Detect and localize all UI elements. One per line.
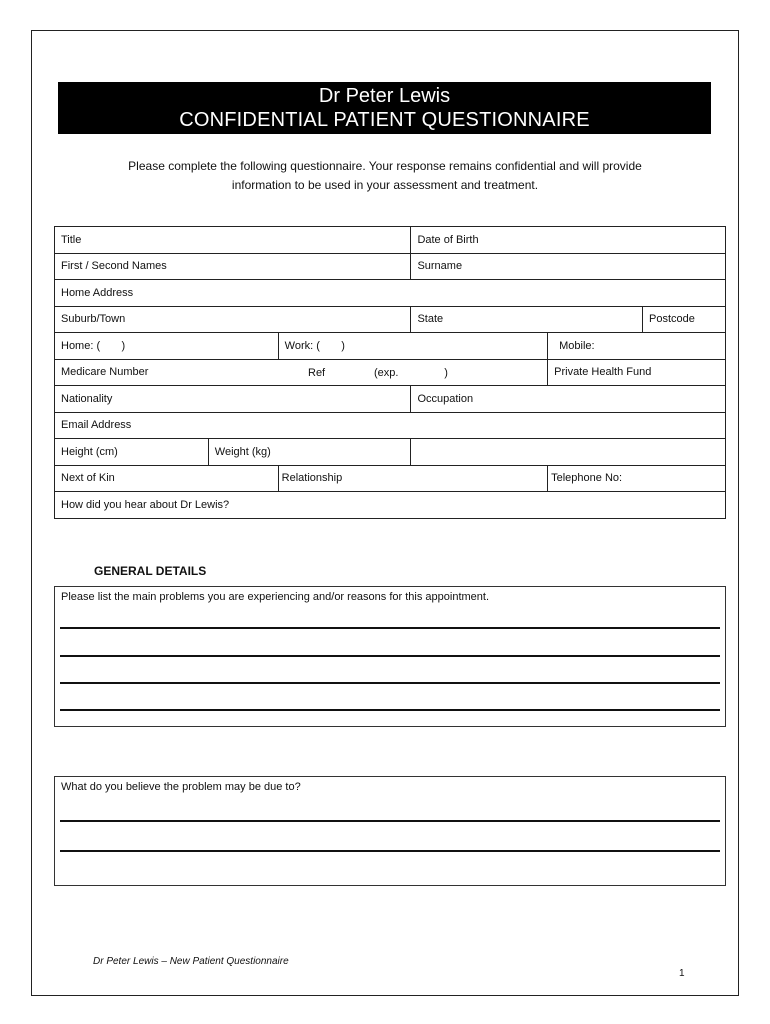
mobile-field[interactable]: Mobile: <box>548 333 726 360</box>
answer-line <box>60 850 720 852</box>
main-problems-question: Please list the main problems you are experiencing and/or reasons for this appointment. <box>61 591 490 603</box>
patient-details-table <box>54 226 726 519</box>
table-row <box>55 412 726 439</box>
answer-line <box>60 820 720 822</box>
table-row <box>55 439 726 466</box>
problem-cause-question: What do you believe the problem may be due to? <box>61 781 301 793</box>
blank-field[interactable] <box>411 439 726 466</box>
email-address-field[interactable]: Email Address <box>55 412 726 439</box>
state-field[interactable]: State <box>411 306 643 333</box>
nationality-field[interactable]: Nationality <box>55 386 411 413</box>
surname-field[interactable]: Surname <box>411 253 726 280</box>
intro-line-1: Please complete the following questionnaire. Your response remains confidential and will provide <box>128 159 642 173</box>
height-field[interactable]: Height (cm) <box>55 439 209 466</box>
table-row <box>55 280 726 307</box>
table-row <box>55 386 726 413</box>
intro-text <box>90 157 680 195</box>
table-row <box>55 465 726 492</box>
postcode-field[interactable]: Postcode <box>642 306 725 333</box>
work-phone-field[interactable]: Work: ( ) <box>278 333 547 360</box>
problem-cause-box[interactable] <box>54 776 726 886</box>
page-number: 1 <box>679 968 685 979</box>
medicare-number-label: Medicare Number <box>61 366 149 379</box>
home-address-field[interactable]: Home Address <box>55 280 726 307</box>
header-bar <box>58 82 711 134</box>
table-row <box>55 492 726 519</box>
answer-line <box>60 627 720 629</box>
suburb-town-field[interactable]: Suburb/Town <box>55 306 411 333</box>
table-row <box>55 227 726 254</box>
footer-text: Dr Peter Lewis – New Patient Questionnaire <box>93 956 289 967</box>
answer-line <box>60 655 720 657</box>
occupation-field[interactable]: Occupation <box>411 386 726 413</box>
answer-line <box>60 709 720 711</box>
intro-line-2: information to be used in your assessment and treatment. <box>231 178 539 192</box>
table-row <box>55 359 726 386</box>
document-title: CONFIDENTIAL PATIENT QUESTIONNAIRE <box>179 109 590 131</box>
how-heard-field[interactable]: How did you hear about Dr Lewis? <box>55 492 726 519</box>
private-health-fund-field[interactable]: Private Health Fund <box>548 359 726 386</box>
general-details-heading: GENERAL DETAILS <box>94 564 207 578</box>
main-problems-box[interactable] <box>54 586 726 727</box>
weight-field[interactable]: Weight (kg) <box>208 439 411 466</box>
table-row <box>55 253 726 280</box>
home-phone-field[interactable]: Home: ( ) <box>55 333 279 360</box>
table-row <box>55 333 726 360</box>
relationship-field[interactable]: Relationship <box>278 465 547 492</box>
answer-line <box>60 682 720 684</box>
title-field[interactable]: Title <box>55 227 411 254</box>
medicare-field[interactable] <box>55 359 548 386</box>
date-of-birth-field[interactable]: Date of Birth <box>411 227 726 254</box>
ref-label: Ref <box>308 366 326 379</box>
doctor-name: Dr Peter Lewis <box>318 85 451 107</box>
table-row <box>55 306 726 333</box>
telephone-no-field[interactable]: Telephone No: <box>548 465 726 492</box>
exp-label: (exp. ) <box>374 366 448 379</box>
first-second-names-field[interactable]: First / Second Names <box>55 253 411 280</box>
next-of-kin-field[interactable]: Next of Kin <box>55 465 279 492</box>
